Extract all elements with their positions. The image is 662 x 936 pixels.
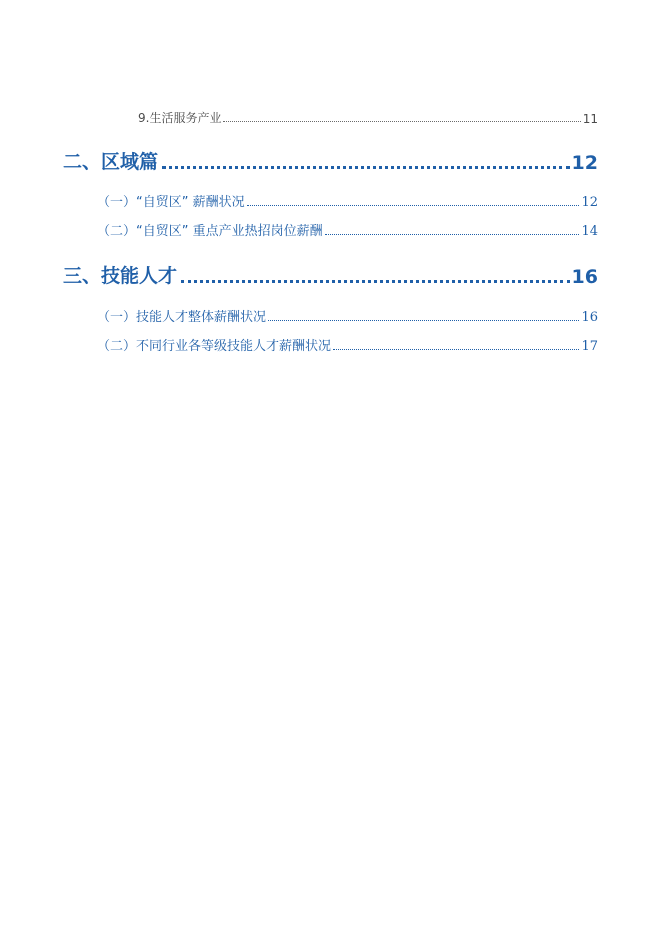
toc-dot-leader <box>162 166 570 169</box>
toc-section-label: 三、技能人才 <box>63 265 178 287</box>
toc-entry-skills-by-level[interactable] <box>97 334 598 354</box>
toc-dot-leader <box>223 121 580 122</box>
toc-entry-label: （二）不同行业各等级技能人才薪酬状况 <box>97 339 332 354</box>
toc-page-number: 14 <box>581 224 598 239</box>
toc-dot-leader <box>247 205 580 206</box>
toc-page-number: 16 <box>571 266 598 288</box>
toc-entry-ftz-key-industry[interactable] <box>97 219 598 239</box>
toc-dot-leader <box>333 349 579 350</box>
toc-entry-label: （二）“自贸区” 重点产业热招岗位薪酬 <box>97 224 323 239</box>
toc-page-number: 17 <box>581 339 598 354</box>
toc-dot-leader <box>268 320 579 321</box>
toc-dot-leader <box>325 234 580 235</box>
toc-page-number: 12 <box>581 195 598 210</box>
toc-dot-leader <box>181 280 570 283</box>
toc-section-region[interactable] <box>63 146 598 174</box>
toc-section-skills[interactable] <box>63 260 598 288</box>
toc-entry-label: 9.生活服务产业 <box>138 111 222 125</box>
toc-entry-ftz-overall[interactable] <box>97 190 598 210</box>
toc-page-number: 16 <box>581 310 598 325</box>
toc-page-number: 11 <box>582 112 598 126</box>
toc-section-label: 二、区域篇 <box>63 151 159 173</box>
toc-entry-label: （一）技能人才整体薪酬状况 <box>97 310 267 325</box>
toc-entry-service-industry[interactable] <box>138 108 598 126</box>
toc-entry-skills-overall[interactable] <box>97 305 598 325</box>
toc-entry-label: （一）“自贸区” 薪酬状况 <box>97 195 245 210</box>
toc-page-number: 12 <box>571 152 598 174</box>
